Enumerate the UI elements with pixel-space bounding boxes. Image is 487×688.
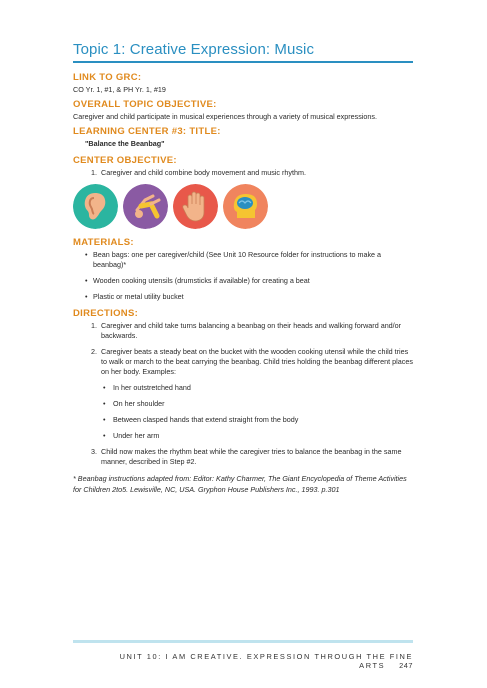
title-divider	[73, 61, 413, 63]
center-objective-heading: CENTER OBJECTIVE:	[73, 155, 177, 166]
link-to-grc-heading: LINK TO GRC:	[73, 72, 142, 83]
link-to-grc-text: CO Yr. 1, #1, & PH Yr. 1, #19	[73, 85, 166, 94]
materials-list	[73, 250, 413, 302]
list-item: • Bean bags: one per caregiver/child (See Unit 10 Resource folder for instructions to make a beanbag)*	[93, 250, 413, 270]
footer	[73, 652, 413, 670]
brain-head-icon	[223, 184, 268, 229]
direction-step-3: Child now makes the rhythm beat while the caregiver tries to balance the beanbag in the same manner, described in Step #2.	[101, 447, 402, 466]
learning-center-heading: LEARNING CENTER #3: TITLE:	[73, 126, 221, 137]
center-objective-list	[73, 168, 413, 178]
list-item: • Between clasped hands that extend straight from the body	[111, 415, 413, 425]
examples-list	[101, 383, 413, 441]
child-movement-icon	[123, 184, 168, 229]
list-item: • Under her arm	[111, 431, 413, 441]
footer-divider	[73, 640, 413, 643]
direction-step-2: Caregiver beats a steady beat on the bucket with the wooden cooking utensil while the child tries to walk or march to the beat carrying the beanbag. Child tries holding the beanbag different places on her body. Examples:	[101, 347, 413, 376]
overall-objective-heading: OVERALL TOPIC OBJECTIVE:	[73, 99, 217, 110]
list-item: • Wooden cooking utensils (drumsticks if available) for creating a beat	[93, 276, 413, 286]
materials-heading: MATERIALS:	[73, 237, 134, 248]
footnote: * Beanbag instructions adapted from: Editor: Kathy Charmer, The Giant Encyclopedia of Theme Activities for Children 2to5. Lewisville, NC, USA. Gryphon House Publishers Inc., 1993. p.301	[73, 474, 407, 494]
direction-step-1: Caregiver and child take turns balancing a beanbag on their heads and walking forward and/or backwards.	[101, 321, 402, 340]
ear-icon	[73, 184, 118, 229]
list-item: • Plastic or metal utility bucket	[93, 292, 413, 302]
list-item	[99, 347, 413, 441]
directions-heading: DIRECTIONS:	[73, 308, 139, 319]
list-item	[99, 321, 413, 341]
page-content	[73, 72, 413, 495]
hand-icon	[173, 184, 218, 229]
directions-list	[73, 321, 413, 467]
page-number: 247	[399, 661, 413, 670]
list-item: 1. Caregiver and child combine body movement and music rhythm.	[99, 168, 413, 178]
list-item: • In her outstretched hand	[111, 383, 413, 393]
overall-objective-text: Caregiver and child participate in musical experiences through a variety of musical expressions.	[73, 112, 378, 121]
domain-icons	[73, 184, 413, 229]
page-title: Topic 1: Creative Expression: Music	[73, 41, 315, 58]
list-item: • On her shoulder	[111, 399, 413, 409]
learning-center-title: "Balance the Beanbag"	[85, 139, 165, 148]
footer-unit-title: UNIT 10: I AM CREATIVE. EXPRESSION THROUGH THE FINE ARTS	[119, 652, 413, 670]
list-item	[99, 447, 413, 467]
